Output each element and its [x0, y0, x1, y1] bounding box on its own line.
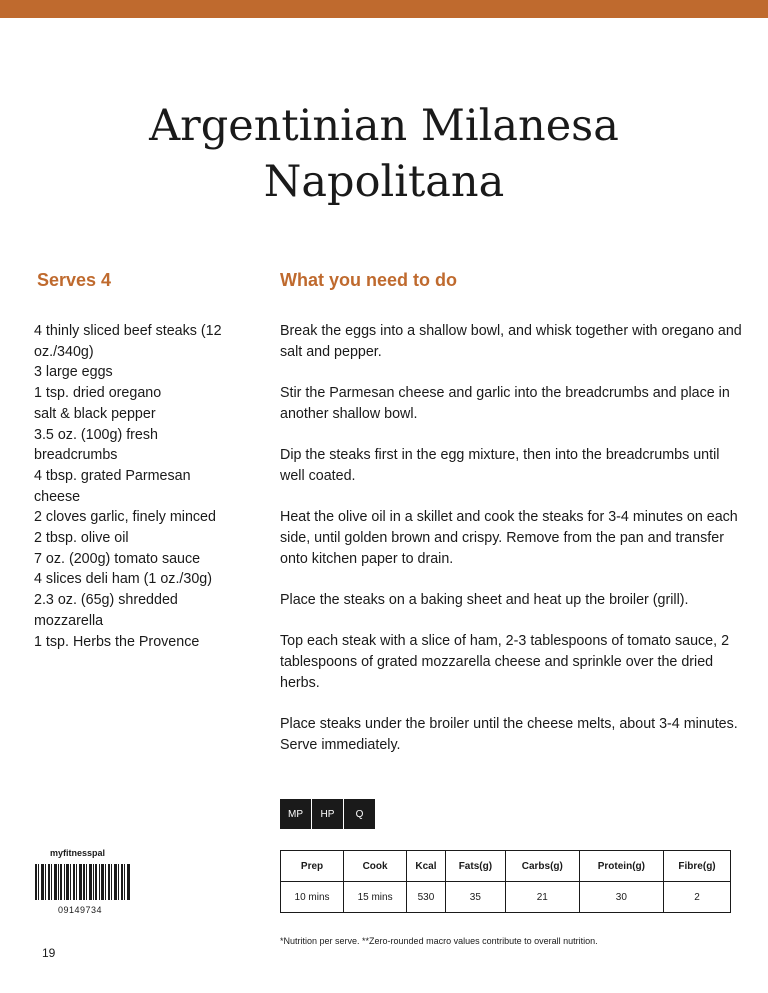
ingredient-line: salt & black pepper — [34, 405, 156, 422]
nutrition-header-cell: Carbs(g) — [505, 851, 579, 882]
ingredient-line: 2.3 oz. (65g) shredded — [34, 592, 178, 609]
ingredient-line: 4 thinly sliced beef steaks (12 — [34, 323, 222, 339]
myfitnesspal-label: myfitnesspal — [50, 848, 106, 858]
ingredient-line: 4 slices deli ham (1 oz./30g) — [34, 571, 212, 588]
nutrition-header-cell: Kcal — [407, 851, 446, 882]
nutrition-table — [280, 850, 731, 913]
ingredient-line: 1 tsp. dried oregano — [34, 385, 162, 402]
method-step: Place the steaks on a baking sheet and heat up the broiler (grill). — [280, 592, 689, 608]
diet-tags — [280, 799, 375, 829]
barcode-number: 09149734 — [58, 905, 103, 915]
nutrition-header-cell: Cook — [344, 851, 407, 882]
ingredient-line: breadcrumbs — [34, 447, 118, 464]
serves-heading: Serves 4 — [37, 270, 112, 290]
method-step: Place steaks under the broiler until the cheese melts, about 3-4 minutes. Serve immediately. — [280, 716, 738, 753]
ingredient-line: 3 large eggs — [34, 364, 113, 381]
nutrition-value-cell: 30 — [579, 882, 663, 913]
ingredient-line: 4 tbsp. grated Parmesan — [34, 467, 191, 484]
top-color-band — [0, 0, 768, 18]
nutrition-header-cell: Protein(g) — [579, 851, 663, 882]
barcode-icon — [35, 864, 130, 900]
nutrition-footnote: *Nutrition per serve. **Zero-rounded macro values contribute to overall nutrition. — [280, 936, 598, 946]
ingredient-line: 7 oz. (200g) tomato sauce — [34, 550, 201, 567]
nutrition-value-cell: 2 — [664, 882, 731, 913]
nutrition-value-cell: 10 mins — [281, 882, 344, 913]
nutrition-value-cell: 21 — [505, 882, 579, 913]
nutrition-value-cell: 15 mins — [344, 882, 407, 913]
ingredient-line: 3.5 oz. (100g) fresh — [34, 426, 158, 443]
method-step: Heat the olive oil in a skillet and cook the steaks for 3-4 minutes on each side, until golden brown and crispy. Remove from the pan and transfer onto kitchen paper to drain. — [280, 509, 738, 567]
nutrition-header-row — [281, 851, 731, 882]
nutrition-value-cell: 35 — [445, 882, 505, 913]
recipe-title — [0, 98, 768, 210]
nutrition-header-cell: Prep — [281, 851, 344, 882]
method-steps — [280, 321, 742, 776]
nutrition-header-cell: Fibre(g) — [664, 851, 731, 882]
ingredient-list — [34, 321, 259, 652]
method-step: Dip the steaks first in the egg mixture, then into the breadcrumbs until well coated. — [280, 447, 720, 484]
ingredient-line: cheese — [34, 488, 81, 505]
recipe-title-line-1: Argentinian Milanesa — [149, 101, 619, 151]
ingredient-line: 2 tbsp. olive oil — [34, 530, 129, 547]
nutrition-value-cell: 530 — [407, 882, 446, 913]
ingredient-line: 2 cloves garlic, finely minced — [34, 509, 216, 526]
ingredient-line: 1 tsp. Herbs the Provence — [34, 633, 200, 650]
tag-q: Q — [344, 799, 375, 829]
page-number: 19 — [42, 946, 56, 960]
method-step: Top each steak with a slice of ham, 2-3 tablespoons of tomato sauce, 2 tablespoons of grated mozzarella cheese and sprinkle over the dried herbs. — [280, 633, 730, 691]
tag-mp: MP — [280, 799, 312, 829]
tag-hp: HP — [312, 799, 344, 829]
method-step: Break the eggs into a shallow bowl, and whisk together with oregano and salt and pepper. — [280, 323, 742, 360]
steps-heading: What you need to do — [280, 270, 457, 290]
recipe-title-line-2: Napolitana — [263, 157, 505, 207]
ingredient-line: oz./340g) — [34, 343, 94, 360]
ingredient-line: mozzarella — [34, 612, 104, 629]
nutrition-value-row — [281, 882, 731, 913]
nutrition-header-cell: Fats(g) — [445, 851, 505, 882]
method-step: Stir the Parmesan cheese and garlic into the breadcrumbs and place in another shallow bowl. — [280, 385, 730, 422]
